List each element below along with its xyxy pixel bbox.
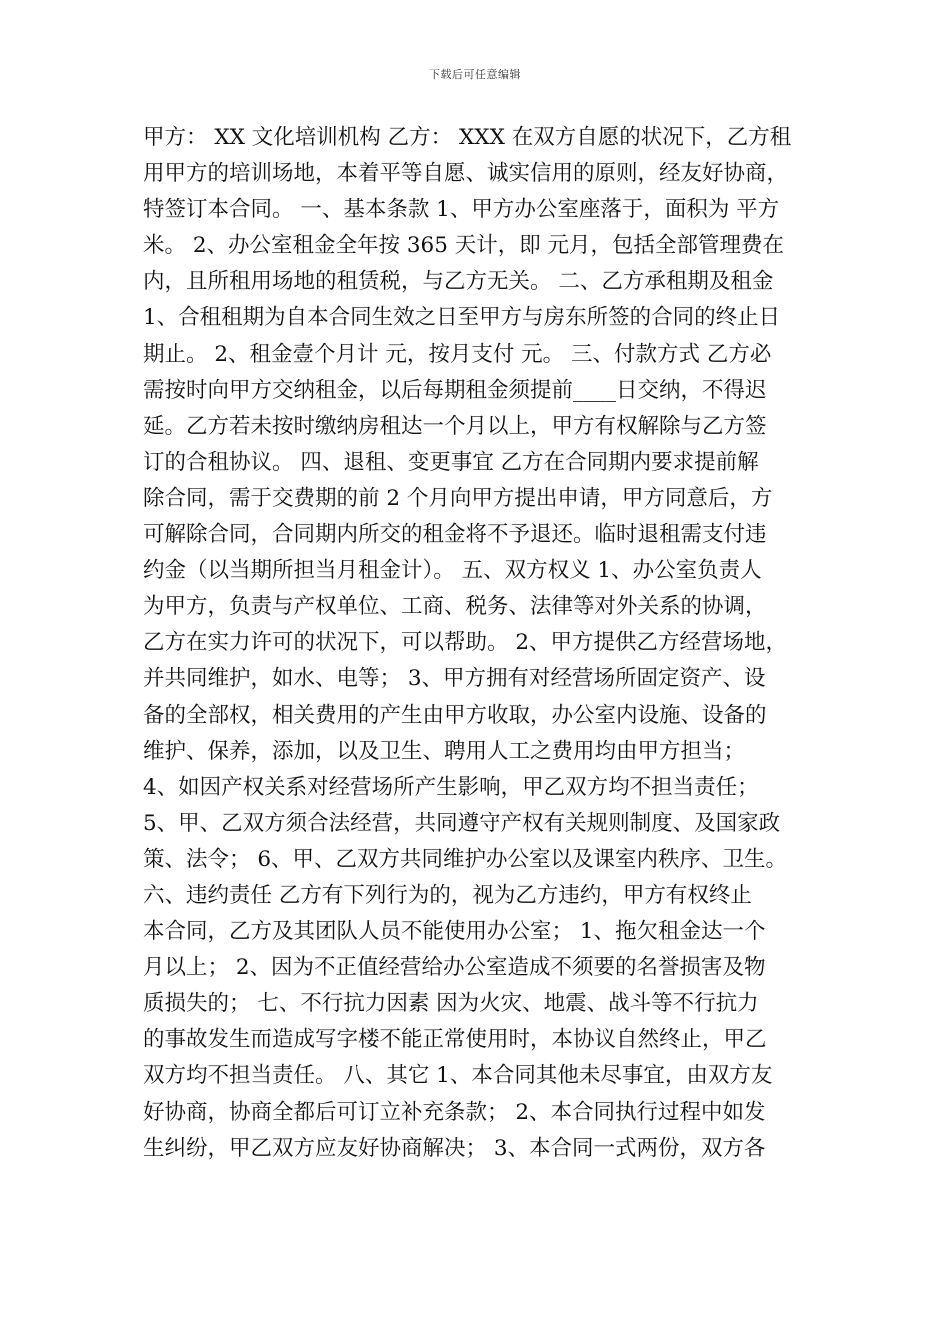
text-line: 用甲方的培训场地，本着平等自愿、诚实信用的原则，经友好协商， [143,161,789,187]
text-line: 生纠纷，甲乙双方应友好协商解决； 3、本合同一式两份，双方各 [143,1135,766,1161]
text-line: 5、甲、乙双方须合法经营，共同遵守产权有关规则制度、及国家政 [143,810,781,836]
text-line: 内，且所租用场地的租赁税，与乙方无关。 二、乙方承租期及租金 [143,269,774,295]
text-line: 的事故发生而造成写字楼不能正常使用时，本协议自然终止，甲乙 [143,1027,767,1053]
text-line: 策、法令； 6、甲、乙双方共同维护办公室以及课室内秩序、卫生。 [143,846,788,872]
text-line: 好协商，协商全都后可订立补充条款； 2、本合同执行过程中如发 [143,1099,766,1125]
text-line: 为甲方，负责与产权单位、工商、税务、法律等对外关系的协调， [143,594,767,620]
text-line: 约金（以当期所担当月租金计）。 五、双方权义 1、办公室负责人 [143,558,762,584]
text-line: 月以上； 2、因为不正值经营给办公室造成不须要的名誉损害及物 [143,955,766,981]
text-line: 米。 2、办公室租金全年按 365 天计，即 元月，包括全部管理费在 [143,233,785,259]
text-line: 订的合租协议。 四、退租、变更事宜 乙方在合同期内要求提前解 [143,449,759,475]
text-line: 特签订本合同。 一、基本条款 1、甲方办公室座落于，面积为 平方 [143,197,780,223]
contract-body [143,120,823,1167]
text-line: 质损失的； 七、不行抗力因素 因为火灾、地震、战斗等不行抗力 [143,991,759,1017]
text-line: 需按时向甲方交纳租金，以后每期租金须提前____日交纳，不得迟 [143,377,767,403]
text-line: 除合同，需于交费期的前 2 个月向甲方提出申请，甲方同意后，方 [143,485,773,511]
text-line: 甲方： XX 文化培训机构 乙方： XXX 在双方自愿的状况下，乙方租 [143,125,792,150]
text-line: 1、合租租期为自本合同生效之日至甲方与房东所签的合同的终止日 [143,305,781,331]
text-line: 4、如因产权关系对经营场所产生影响，甲乙双方均不担当责任； [143,774,759,800]
text-line: 维护、保养，添加，以及卫生、聘用人工之费用均由甲方担当； [143,738,746,764]
text-line: 可解除合同，合同期内所交的租金将不予退还。临时退租需支付违 [143,522,767,548]
text-line: 乙方在实力许可的状况下，可以帮助。 2、甲方提供乙方经营场地， [143,630,788,656]
text-line: 并共同维护，如水、电等； 3、甲方拥有对经营场所固定资产、设 [143,666,766,692]
text-line: 六、违约责任 乙方有下列行为的，视为乙方违约，甲方有权终止 [143,882,752,908]
page-header: 下载后可任意编辑 [429,68,521,81]
text-line: 期止。 2、租金壹个月计 元，按月支付 元。 三、付款方式 乙方必 [143,341,772,367]
text-line: 本合同，乙方及其团队人员不能使用办公室； 1、拖欠租金达一个 [143,919,766,945]
text-line: 延。乙方若未按时缴纳房租达一个月以上，甲方有权解除与乙方签 [143,413,767,439]
text-line: 双方均不担当责任。 八、其它 1、本合同其他未尽事宜，由双方友 [143,1063,773,1089]
text-line: 备的全部权，相关费用的产生由甲方收取，办公室内设施、设备的 [143,702,767,728]
